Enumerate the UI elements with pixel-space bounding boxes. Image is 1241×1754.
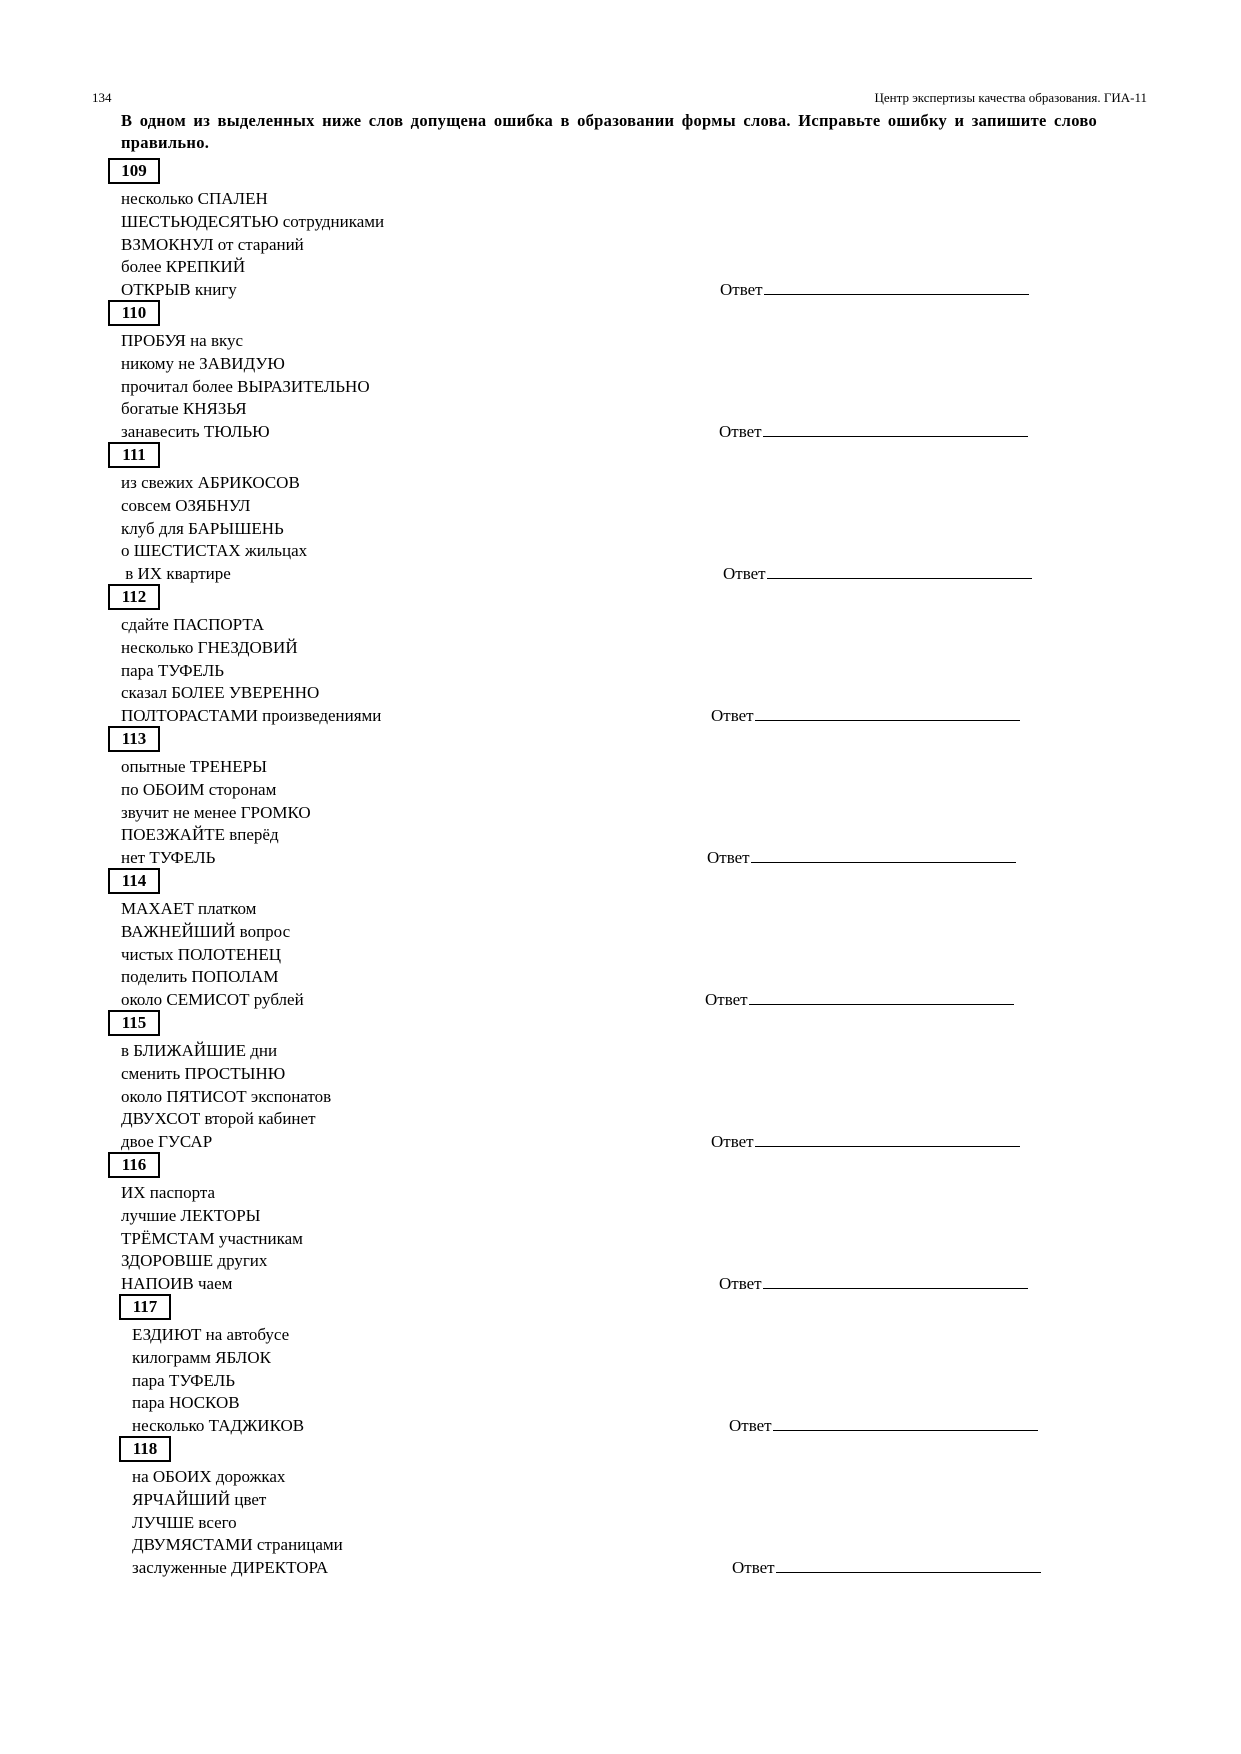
option-item: из свежих АБРИКОСОВ bbox=[121, 473, 300, 492]
answer-label: Ответ bbox=[711, 1132, 754, 1151]
header-title: Центр экспертизы качества образования. ГИА-11 bbox=[874, 90, 1147, 105]
option-item: несколько ТАДЖИКОВ bbox=[132, 1416, 305, 1436]
answer-field[interactable] bbox=[705, 987, 1014, 1010]
option-item: ЗДОРОВШЕ других bbox=[121, 1251, 268, 1271]
option-item: поделить ПОПОЛАМ bbox=[121, 967, 279, 987]
option-item: лучшие ЛЕКТОРЫ bbox=[121, 1205, 261, 1225]
option-item: более КРЕПКИЙ bbox=[121, 257, 246, 277]
option-item: двое ГУСАР bbox=[121, 1132, 213, 1152]
answer-label: Ответ bbox=[723, 564, 766, 583]
option-item: около СЕМИСОТ рублей bbox=[121, 990, 304, 1010]
answer-field[interactable] bbox=[707, 845, 1016, 868]
option-item: ОТКРЫВ книгу bbox=[121, 280, 237, 300]
answer-label: Ответ bbox=[705, 990, 748, 1009]
option-item: ПРОБУЯ на вкус bbox=[121, 331, 244, 350]
answer-blank-line[interactable] bbox=[755, 703, 1020, 721]
option-item: никому не ЗАВИДУЮ bbox=[121, 353, 285, 373]
option-item: звучит не менее ГРОМКО bbox=[121, 802, 311, 822]
answer-field[interactable] bbox=[719, 419, 1028, 442]
option-item: ЛУЧШЕ всего bbox=[132, 1512, 237, 1532]
option-item: на ОБОИХ дорожках bbox=[132, 1467, 286, 1486]
task-number-box: 113 bbox=[108, 726, 160, 752]
option-item: богатые КНЯЗЬЯ bbox=[121, 399, 247, 419]
task-number-box: 111 bbox=[108, 442, 160, 468]
option-item: в ИХ квартире bbox=[121, 564, 231, 584]
task-number-box: 109 bbox=[108, 158, 160, 184]
option-item: о ШЕСТИСТАХ жильцах bbox=[121, 541, 308, 561]
option-item: килограмм ЯБЛОК bbox=[132, 1347, 271, 1367]
answer-label: Ответ bbox=[719, 1274, 762, 1293]
option-item: несколько ГНЕЗДОВИЙ bbox=[121, 637, 298, 657]
option-item: ИХ паспорта bbox=[121, 1183, 216, 1202]
answer-blank-line[interactable] bbox=[764, 277, 1029, 295]
option-item: МАХАЕТ платком bbox=[121, 899, 257, 918]
task-number-box: 117 bbox=[119, 1294, 171, 1320]
option-item: совсем ОЗЯБНУЛ bbox=[121, 495, 251, 515]
option-item: пара ТУФЕЛЬ bbox=[121, 660, 224, 680]
answer-blank-line[interactable] bbox=[751, 845, 1016, 863]
task-number-box: 114 bbox=[108, 868, 160, 894]
option-item: ПОЛТОРАСТАМИ произведениями bbox=[121, 706, 382, 726]
option-item: пара ТУФЕЛЬ bbox=[132, 1370, 235, 1390]
option-item: ДВУХСОТ второй кабинет bbox=[121, 1109, 316, 1129]
page-number: 134 bbox=[92, 90, 112, 105]
task-number-box: 115 bbox=[108, 1010, 160, 1036]
answer-label: Ответ bbox=[707, 848, 750, 867]
answer-field[interactable] bbox=[729, 1413, 1038, 1436]
option-item: ЕЗДИЮТ на автобусе bbox=[132, 1325, 290, 1344]
answer-blank-line[interactable] bbox=[755, 1129, 1020, 1147]
option-item: около ПЯТИСОТ экспонатов bbox=[121, 1086, 332, 1106]
answer-blank-line[interactable] bbox=[763, 419, 1028, 437]
answer-blank-line[interactable] bbox=[776, 1555, 1041, 1573]
option-item: ПОЕЗЖАЙТЕ вперёд bbox=[121, 825, 279, 845]
option-item: несколько СПАЛЕН bbox=[121, 189, 268, 208]
option-item: чистых ПОЛОТЕНЕЦ bbox=[121, 944, 282, 964]
option-item: по ОБОИМ сторонам bbox=[121, 779, 277, 799]
answer-label: Ответ bbox=[729, 1416, 772, 1435]
option-item: сдайте ПАСПОРТА bbox=[121, 615, 265, 634]
task-number-box: 112 bbox=[108, 584, 160, 610]
answer-field[interactable] bbox=[720, 277, 1029, 300]
option-item: клуб для БАРЫШЕНЬ bbox=[121, 518, 284, 538]
answer-field[interactable] bbox=[711, 703, 1020, 726]
answer-blank-line[interactable] bbox=[773, 1413, 1038, 1431]
option-item: нет ТУФЕЛЬ bbox=[121, 848, 216, 868]
answer-field[interactable] bbox=[732, 1555, 1041, 1578]
instruction: В одном из выделенных ниже слов допущена ошибка в образовании формы слова. Исправьте ошибку и запишите слово правильно. bbox=[121, 111, 1097, 152]
option-item: НАПОИВ чаем bbox=[121, 1274, 233, 1294]
option-item: пара НОСКОВ bbox=[132, 1393, 240, 1413]
option-item: ДВУМЯСТАМИ страницами bbox=[132, 1535, 343, 1555]
option-item: ТРЁМСТАМ участникам bbox=[121, 1228, 303, 1248]
answer-field[interactable] bbox=[723, 561, 1032, 584]
answer-label: Ответ bbox=[720, 280, 763, 299]
option-item: ЯРЧАЙШИЙ цвет bbox=[132, 1489, 267, 1509]
option-item: прочитал более ВЫРАЗИТЕЛЬНО bbox=[121, 376, 370, 396]
option-item: сказал БОЛЕЕ УВЕРЕННО bbox=[121, 683, 320, 703]
answer-blank-line[interactable] bbox=[767, 561, 1032, 579]
answer-label: Ответ bbox=[711, 706, 754, 725]
answer-field[interactable] bbox=[711, 1129, 1020, 1152]
answer-label: Ответ bbox=[732, 1558, 775, 1577]
answer-label: Ответ bbox=[719, 422, 762, 441]
task-number-box: 110 bbox=[108, 300, 160, 326]
option-item: ШЕСТЬЮДЕСЯТЬЮ сотрудниками bbox=[121, 211, 385, 231]
option-item: в БЛИЖАЙШИЕ дни bbox=[121, 1041, 278, 1060]
answer-blank-line[interactable] bbox=[749, 987, 1014, 1005]
option-item: сменить ПРОСТЫНЮ bbox=[121, 1063, 286, 1083]
option-item: ВАЖНЕЙШИЙ вопрос bbox=[121, 921, 291, 941]
task-number-box: 118 bbox=[119, 1436, 171, 1462]
answer-blank-line[interactable] bbox=[763, 1271, 1028, 1289]
task-number-box: 116 bbox=[108, 1152, 160, 1178]
option-item: ВЗМОКНУЛ от стараний bbox=[121, 234, 304, 254]
option-item: занавесить ТЮЛЬЮ bbox=[121, 422, 270, 442]
option-item: заслуженные ДИРЕКТОРА bbox=[132, 1558, 329, 1578]
answer-field[interactable] bbox=[719, 1271, 1028, 1294]
option-item: опытные ТРЕНЕРЫ bbox=[121, 757, 267, 776]
